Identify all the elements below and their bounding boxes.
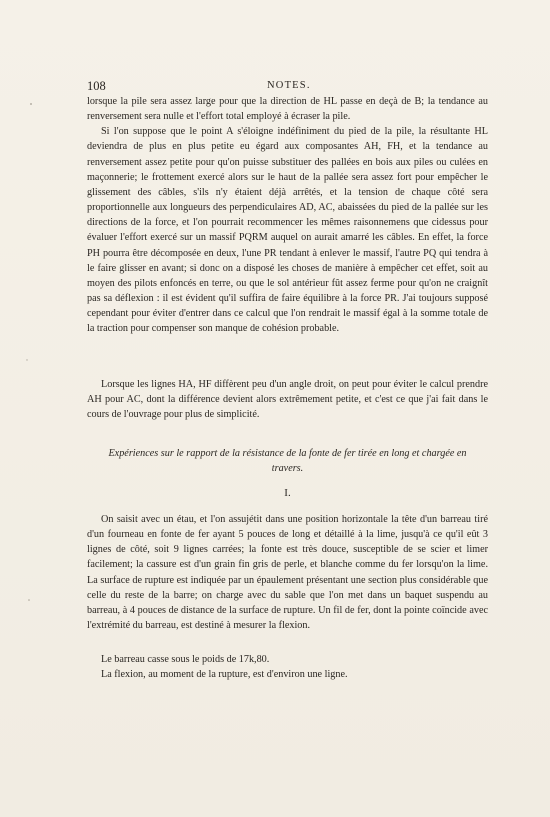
page-number: 108 [87, 79, 106, 93]
running-title: NOTES. [267, 80, 311, 91]
section-number: I. [284, 487, 291, 499]
paragraph-pallee: Si l'on suppose que le point A s'éloigne indéfiniment du pied de la pile, la résultante HL deviendra de plus en plus petite eu égard aux composantes AH, FH, et la tendance au renversement assez petite pour qu'on puisse substituer des pallées en bois aux piles ou culées en maçonnerie; le frottement exercé alors sur le haut de la pallée sera assez fort pour empêcher le glissement des câbles, s'ils n'y étaient déjà arrêtés, et la tension de chaque côté sera proportionnelle aux longueurs des perpendiculaires AD, AC, abaissées du pied de la pallée sur les directions de la force, et l'on pourrait recommencer les mêmes raisonnemens que cidessus pour évaluer l'effort exercé sur un massif PQRM auquel on aurait amarré les câbles. En effet, la force PH pourra être décomposée en deux, l'une PR tendant à enlever le massif, l'autre PQ qui tendra à le faire glisser en avant; si donc on a disposé les choses de manière à empêcher cet effet, soit au moyen des pilots enfoncés en terre, ou que le sol antérieur fût assez ferme pour qu'on ne craignît pas sa déflexion : il est évident qu'il suffira de faire équilibre à la force PR. J'ai toujours supposé cependant pour éviter d'entrer dans ce calcul que l'on rendrait le massif égal à la somme totale de la traction pour compenser son manque de cohésion probable. [87, 126, 488, 335]
paragraph-continuation: lorsque la pile sera assez large pour que la direction de HL passe en deçà de B; la tendance au renversement sera nulle et l'effort total employé à écraser la pile. [87, 96, 488, 123]
paragraph-rupture-load: Le barreau casse sous le poids de 17k,80. [101, 654, 270, 665]
paragraph-flexion: La flexion, au moment de la rupture, est d'environ une ligne. [101, 669, 348, 681]
paragraph-experience: On saisit avec un étau, et l'on assujétit dans une position horizontale la tête d'un barreau tiré d'un fourneau en fonte de fer ayant 5 pouces de long et détaillé à la lime, jusqu'à ce qu'il eût 3 lignes de côté, soit 9 lignes carrées; la fonte est très douce, susceptible de se scier et limer facilement; la cassure est d'un grain fin gris de perle, et blanche comme du fer lorsqu'on la lime. La surface de rupture est indiquée par un épaulement présentant une section plus considérable que celle du reste de la barre; on charge avec du sable que l'on met dans un baquet suspendu au barreau, à 4 pouces de distance de la surface de rupture. Un fil de fer, dont la pointe coïncide avec l'extrémité du barreau, est destiné à mesurer la flexion. [87, 514, 488, 632]
speck-mark [28, 599, 30, 601]
speck-mark [30, 103, 32, 105]
section-heading: Expériences sur le rapport de la résistance de la fonte de fer tirée en long et chargée en travers. [108, 448, 467, 475]
speck-mark [26, 359, 27, 360]
paragraph-lignes-ha-hf: Lorsque les lignes HA, HF diffèrent peu d'un angle droit, on peut pour éviter le calcul prendre AH pour AC, dont la différence devient alors extrêmement petite, et c'est ce que j'ai fait dans le cours de l'ouvrage pour plus de simplicité. [87, 379, 488, 421]
